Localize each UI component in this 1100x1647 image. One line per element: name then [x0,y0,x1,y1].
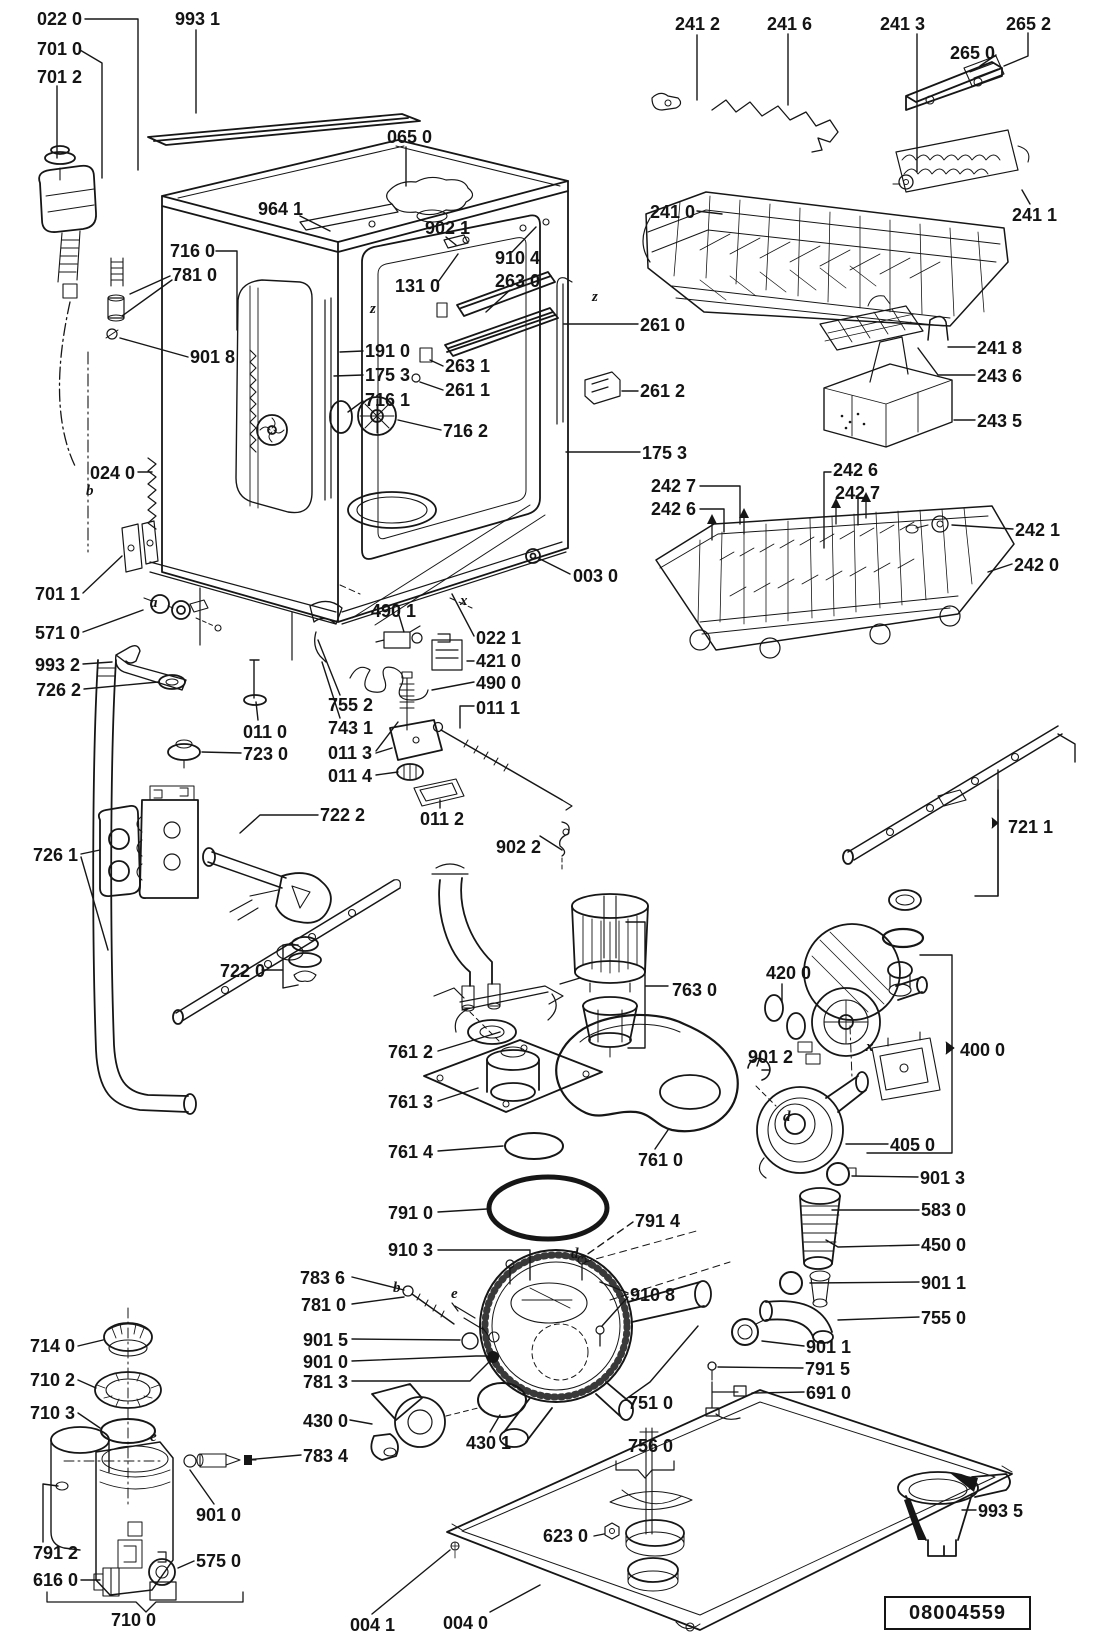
part-label: 242 0 [1014,555,1060,575]
part-label: 902 2 [496,837,542,857]
part-label: 131 0 [395,276,441,296]
part-label: 723 0 [243,744,289,764]
part-label: 420 0 [766,963,812,983]
part-label: 242 7 [651,476,697,496]
part-label: 191 0 [365,341,411,361]
part-label: 261 0 [640,315,686,335]
lower-rack [652,252,1014,658]
part-label: 004 1 [350,1615,396,1635]
part-label: 022 0 [37,9,83,29]
part-label: 011 0 [243,722,288,742]
part-label: 901 0 [196,1505,242,1525]
part-label: 722 0 [220,961,266,981]
part-label: 175 3 [365,365,411,385]
part-label: 405 0 [890,1135,936,1155]
part-label: 265 2 [1006,14,1052,34]
part-label: 701 2 [37,67,83,87]
part-label: 175 3 [642,443,688,463]
part-label: 242 1 [1015,520,1061,540]
part-label: 241 6 [767,14,813,34]
part-label: 791 0 [388,1203,434,1223]
part-label: 791 2 [33,1543,79,1563]
part-label: 716 0 [170,241,216,261]
part-label: 691 0 [806,1383,852,1403]
part-label: 901 2 [748,1047,794,1067]
reference-letter: d [783,1109,791,1125]
part-label: 781 3 [303,1372,349,1392]
reference-letter: b [86,483,94,499]
spray-arms [173,726,1062,1024]
aquastop-assembly [39,146,156,552]
part-label: 910 4 [495,248,541,268]
part-label: 450 0 [921,1235,967,1255]
part-label: 430 0 [303,1411,349,1431]
part-label: 011 3 [328,743,373,763]
part-label: 756 0 [628,1436,674,1456]
part-label: 993 1 [175,9,221,29]
part-label: 263 0 [495,271,541,291]
part-label: 964 1 [258,199,304,219]
part-label: 242 7 [835,483,881,503]
part-label: 241 2 [675,14,721,34]
part-label: 490 0 [476,673,522,693]
part-label: 242 6 [833,460,879,480]
part-label: 571 0 [35,623,81,643]
part-label: 242 6 [651,499,697,519]
part-label: 490 1 [371,601,417,621]
part-label: 902 1 [425,218,471,238]
part-label: 265 0 [950,43,996,63]
part-label: 763 0 [672,980,718,1000]
part-label: 261 2 [640,381,686,401]
reference-letter: z [592,289,598,305]
drawing-number: 08004559 [909,1601,1006,1624]
part-label: 616 0 [33,1570,79,1590]
part-label: 755 0 [921,1308,967,1328]
part-label: 751 0 [628,1393,674,1413]
base-plate [447,1390,1012,1631]
part-label: 065 0 [387,127,433,147]
part-label: 791 5 [805,1359,851,1379]
part-label: 726 2 [36,680,82,700]
part-label: 701 1 [35,584,81,604]
part-label: 714 0 [30,1336,76,1356]
part-label: 583 0 [921,1200,967,1220]
part-label: 761 2 [388,1042,434,1062]
part-label: 901 5 [303,1330,349,1350]
reference-letter: x [866,1039,874,1055]
part-label: 011 4 [328,766,373,786]
part-label: 783 6 [300,1268,346,1288]
part-label: 241 1 [1012,205,1058,225]
part-label: 710 3 [30,1403,76,1423]
part-label: 743 1 [328,718,374,738]
part-label: 901 8 [190,347,236,367]
part-label: 623 0 [543,1526,589,1546]
drawing-number-box [884,1596,1031,1630]
part-label: 241 0 [650,202,696,222]
part-label: 910 8 [630,1285,676,1305]
part-label: 241 8 [977,338,1023,358]
part-label: 261 1 [445,380,491,400]
part-label: 791 4 [635,1211,681,1231]
part-label: 761 4 [388,1142,434,1162]
part-label: 710 0 [111,1610,157,1630]
part-label: 781 0 [301,1295,347,1315]
part-label: 901 1 [921,1273,967,1293]
part-label: 910 3 [388,1240,434,1260]
reference-letter: x [460,593,468,609]
part-label: 783 4 [303,1446,349,1466]
part-label: 263 1 [445,356,491,376]
reference-letter: e [451,1286,458,1302]
part-label: 726 1 [33,845,79,865]
part-label: 400 0 [960,1040,1006,1060]
fill-pipe [93,660,198,1114]
part-label: 781 0 [172,265,218,285]
part-label: 011 2 [420,809,465,829]
part-label: 993 2 [35,655,81,675]
part-label: 701 0 [37,39,83,59]
part-label: 761 3 [388,1092,434,1112]
part-label: 716 1 [365,390,411,410]
part-label: 901 0 [303,1352,349,1372]
part-label: 755 2 [328,695,374,715]
part-label: 710 2 [30,1370,76,1390]
part-label: 022 1 [476,628,522,648]
reference-letter: e [150,1429,157,1445]
part-label: 421 0 [476,651,522,671]
part-label: 901 3 [920,1168,966,1188]
upper-rack [643,56,1029,447]
reference-letter: b [393,1280,401,1296]
part-label: 243 6 [977,366,1023,386]
reference-letter: d [571,1246,579,1262]
cabinet-body [148,114,620,660]
part-label: 901 1 [806,1337,852,1357]
part-label: 004 0 [443,1613,489,1633]
part-label: 243 5 [977,411,1023,431]
part-label: 003 0 [573,566,619,586]
reference-letter: a [150,595,158,611]
part-label: 761 0 [638,1150,684,1170]
part-label: 721 1 [1008,817,1054,837]
part-label: 575 0 [196,1551,242,1571]
part-label: 011 1 [476,698,521,718]
part-label: 241 3 [880,14,926,34]
part-label: 024 0 [90,463,136,483]
part-label: 722 2 [320,805,366,825]
reference-letter: z [370,301,376,317]
part-label: 430 1 [466,1433,512,1453]
part-label: 716 2 [443,421,489,441]
part-label: 993 5 [978,1501,1024,1521]
